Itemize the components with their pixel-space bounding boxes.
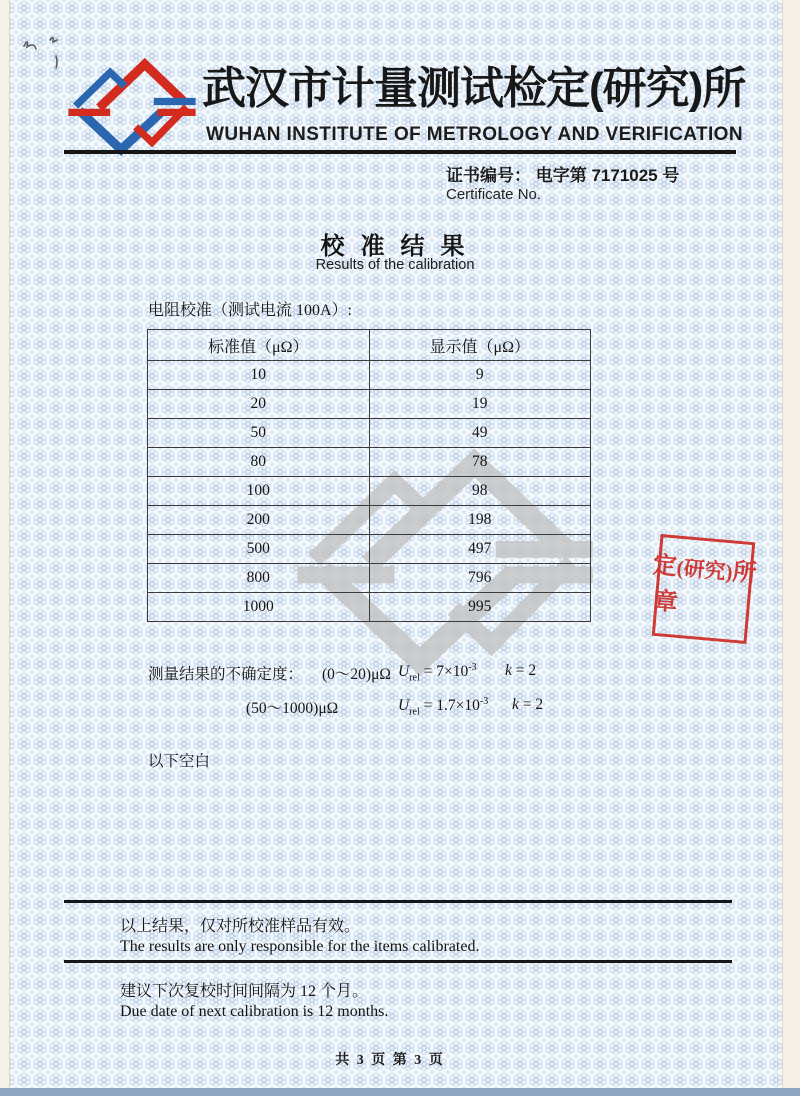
uncertainty-formula-1: $U_{rel} = 7\times 10^{-3}$ <box>398 662 477 684</box>
table-cell: 198 <box>369 506 591 535</box>
table-cell: 50 <box>148 419 370 448</box>
scan-edge-bottom <box>0 1088 800 1096</box>
validity-note-cn: 以上结果，仅对所校准样品有效。 <box>120 918 361 935</box>
table-row <box>148 593 591 622</box>
table-row <box>148 361 591 390</box>
certificate-number-line <box>446 161 679 186</box>
org-name-cn: 武汉市计量测试检定(研究)所 <box>202 64 746 113</box>
table-cell: 200 <box>148 506 370 535</box>
coverage-factor-2: k = 2 <box>512 696 544 713</box>
table-cell: 500 <box>148 535 370 564</box>
table-row <box>148 448 591 477</box>
certificate-number-value: 电字第 7171025 号 <box>535 166 680 185</box>
section-label: 电阻校准（测试电流 100A）: <box>148 302 353 319</box>
table-cell: 80 <box>148 448 370 477</box>
uncertainty-label: 测量结果的不确定度： <box>148 666 304 683</box>
coverage-factor-1: k = 2 <box>505 662 537 679</box>
table-cell: 20 <box>148 390 370 419</box>
table-cell: 78 <box>369 448 591 477</box>
stamp-text-line1: 定(研究)所 <box>651 552 758 588</box>
certificate-number-label-cn: 证书编号： <box>446 166 531 185</box>
table-cell: 49 <box>369 419 591 448</box>
uncertainty-range-1: (0～20)μΩ <box>322 666 391 683</box>
table-cell: 98 <box>369 477 591 506</box>
notes-divider-top <box>64 900 732 903</box>
page-title-en: Results of the calibration <box>315 257 475 273</box>
table-cell: 100 <box>148 477 370 506</box>
table-row <box>148 477 591 506</box>
certificate-number-label-en: Certificate No. <box>446 186 542 203</box>
table-cell: 9 <box>369 361 591 390</box>
page-number-footer: 共 3 页 第 3 页 <box>335 1053 445 1068</box>
table-header-row <box>148 330 591 361</box>
results-table-body <box>148 361 591 622</box>
uncertainty-range-2: (50～1000)μΩ <box>246 700 339 717</box>
table-cell: 19 <box>369 390 591 419</box>
table-cell: 1000 <box>148 593 370 622</box>
red-seal-stamp <box>652 534 756 644</box>
org-name-en: WUHAN INSTITUTE OF METROLOGY AND VERIFICATION <box>206 124 743 145</box>
table-row <box>148 390 591 419</box>
table-cell: 497 <box>369 535 591 564</box>
blank-below-note: 以下空白 <box>148 753 211 770</box>
table-cell: 800 <box>148 564 370 593</box>
table-cell: 10 <box>148 361 370 390</box>
results-table-wrap <box>147 329 591 622</box>
col-header-displayed-value: 显示值（μΩ） <box>369 330 591 361</box>
validity-note-en: The results are only responsible for the items calibrated. <box>120 938 480 955</box>
notes-divider-bottom <box>64 960 732 963</box>
header-divider <box>64 150 736 154</box>
table-row <box>148 535 591 564</box>
table-cell: 995 <box>369 593 591 622</box>
scan-edge-left <box>0 0 10 1096</box>
results-table <box>147 329 591 622</box>
recalibration-note-en: Due date of next calibration is 12 months. <box>120 1003 389 1020</box>
uncertainty-formula-2: $U_{rel} = 1.7\times 10^{-3}$ <box>398 696 489 718</box>
table-row <box>148 506 591 535</box>
table-cell: 796 <box>369 564 591 593</box>
table-row <box>148 419 591 448</box>
stamp-text-line2: 章 <box>652 588 679 617</box>
col-header-standard-value: 标准值（μΩ） <box>148 330 370 361</box>
pen-scribble-mark <box>16 26 86 76</box>
recalibration-note-cn: 建议下次复校时间间隔为 12 个月。 <box>120 983 369 1000</box>
page-title-cn: 校 准 结 果 <box>320 234 470 260</box>
scan-edge-right <box>782 0 800 1096</box>
table-row <box>148 564 591 593</box>
